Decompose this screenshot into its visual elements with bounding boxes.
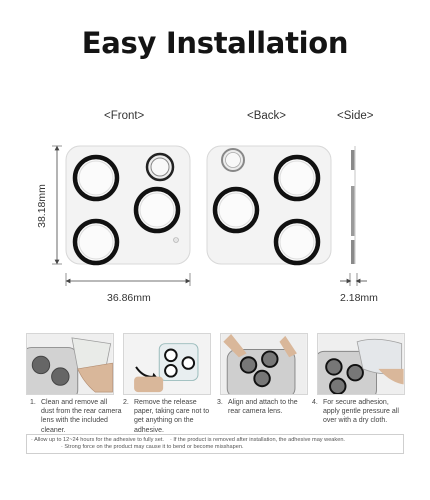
note-adhesive-weaken: · If the product is removed after installation, the adhesive may weaken. bbox=[169, 437, 345, 443]
step-1-image bbox=[26, 333, 114, 395]
front-view-label: <Front> bbox=[104, 110, 145, 122]
step-2-text bbox=[123, 398, 215, 435]
lens-ring-top-left bbox=[75, 157, 117, 199]
lens-ring-bottom-left bbox=[75, 221, 117, 263]
note-adhesive-set: · Allow up to 12~24 hours for the adhesive to fully set. bbox=[31, 437, 164, 443]
mic-hole bbox=[174, 238, 179, 243]
step-3-image bbox=[220, 333, 308, 395]
front-protector bbox=[66, 146, 190, 264]
side-view-label: <Side> bbox=[337, 110, 374, 122]
side-profile bbox=[351, 146, 355, 264]
thickness-dimension-line bbox=[340, 273, 367, 286]
back-protector bbox=[207, 146, 331, 264]
width-dimension-label: 36.86mm bbox=[107, 292, 151, 304]
step-2-description: Remove the release paper, taking care not to get anything on the adhesive. bbox=[134, 399, 210, 434]
step-3-text bbox=[217, 398, 309, 416]
step-2-image bbox=[123, 333, 211, 395]
page-title: Easy Installation bbox=[81, 26, 349, 60]
caution-notes bbox=[26, 434, 404, 454]
step-4-text bbox=[312, 398, 404, 426]
step-3-number: 3. bbox=[217, 399, 223, 406]
step-4-number: 4. bbox=[312, 399, 318, 406]
step-4-description: For secure adhesion, apply gentle pressure all over with a dry cloth. bbox=[323, 399, 399, 425]
note-strong-force: · Strong force on the product may cause it to bend or become misshapen. bbox=[61, 444, 244, 450]
step-3-description: Align and attach to the rear camera lens. bbox=[228, 399, 298, 416]
step-1-text bbox=[30, 398, 122, 435]
installation-steps-images bbox=[26, 333, 406, 395]
back-view-label: <Back> bbox=[247, 110, 286, 122]
thickness-dimension-label: 2.18mm bbox=[340, 292, 378, 304]
lens-ring-right bbox=[136, 189, 178, 231]
height-dimension-label: 38.18mm bbox=[35, 184, 48, 228]
step-2-number: 2. bbox=[123, 399, 129, 406]
width-dimension-line bbox=[66, 273, 190, 286]
step-1-description: Clean and remove all dust from the rear camera lens with the included cleaner. bbox=[41, 399, 122, 434]
step-4-image bbox=[317, 333, 405, 395]
step-1-number: 1. bbox=[30, 399, 36, 406]
height-dimension-line bbox=[52, 146, 62, 264]
